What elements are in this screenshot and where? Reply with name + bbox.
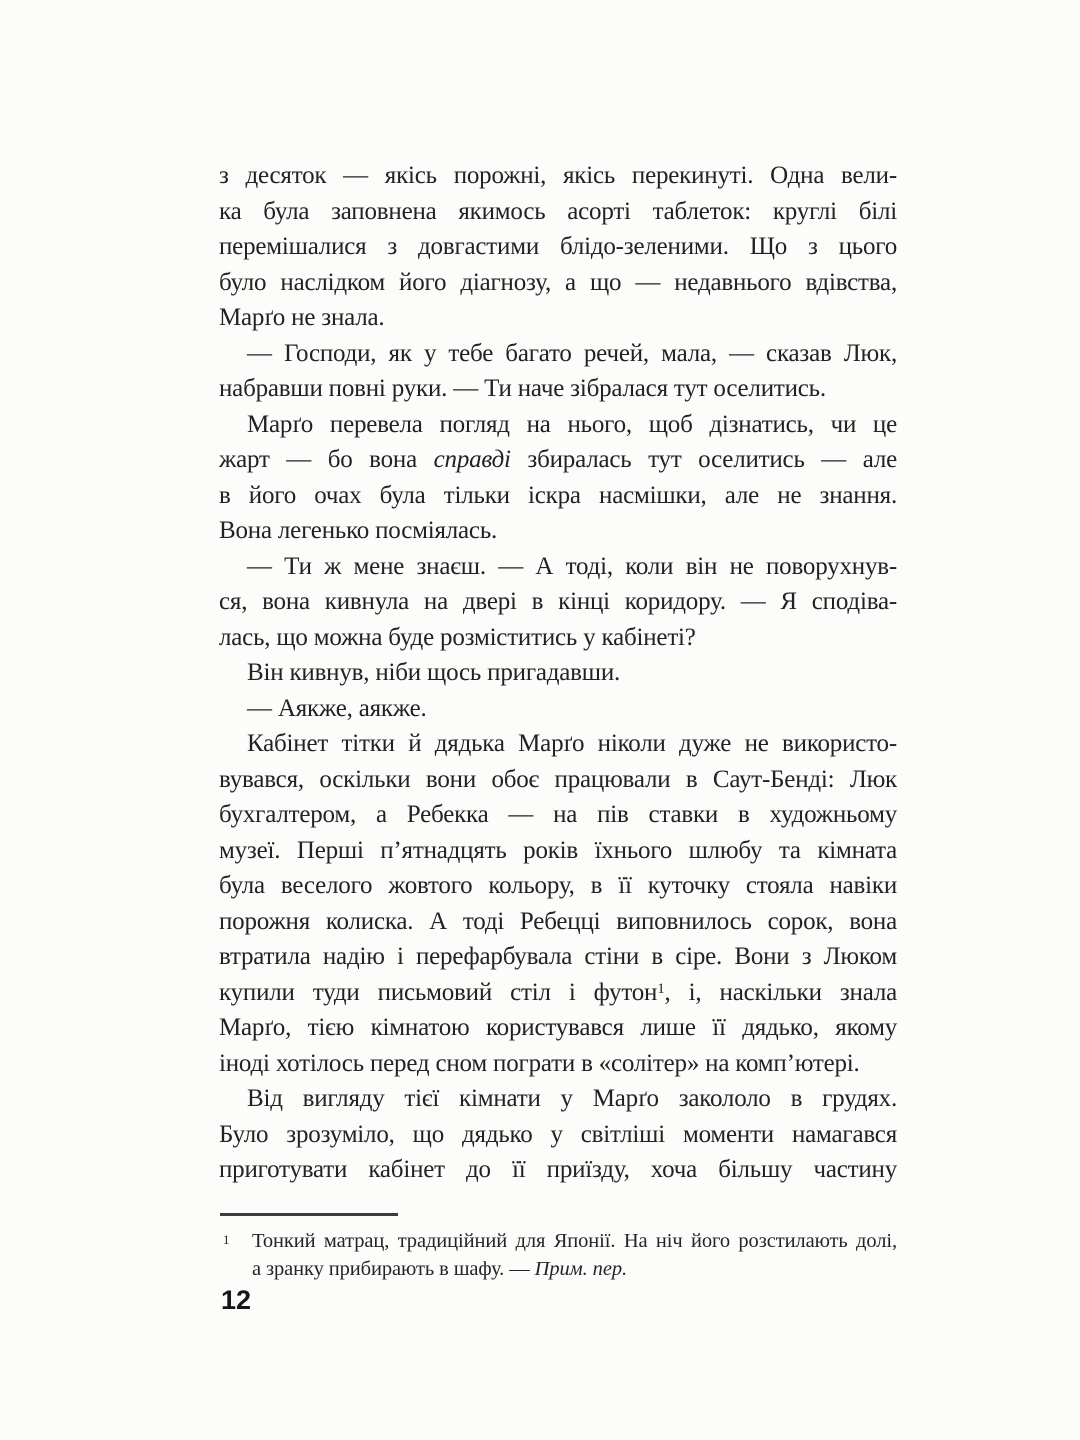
paragraph <box>219 158 897 336</box>
text-line: лась, що можна буде розміститись у кабінеті? <box>219 623 696 651</box>
footnote <box>219 1213 897 1283</box>
text-line: іноді хотілось перед сном пограти в «солітер» на комп’ютері. <box>219 1049 860 1077</box>
paragraph <box>219 691 897 727</box>
text-line: ся, вона кивнула на двері в кінці коридору. — Я сподіва- <box>219 588 897 615</box>
text-line: Від вигляду тієї кімнати у Марґо закололо в грудях. <box>247 1085 897 1112</box>
text-line: втратила надію і перефарбувала стіни в сіре. Вони з Люком <box>219 943 897 970</box>
text-line: бухгалтером, а Ребекка — на пів ставки в художньому <box>219 801 897 828</box>
paragraph <box>219 407 897 549</box>
text-line: була веселого жовтого кольору, в її куточку стояла навіки <box>219 872 897 899</box>
paragraph <box>219 549 897 656</box>
text-line: Марґо, тією кімнатою користувався лише її дядько, якому <box>219 1014 897 1041</box>
footnote-text <box>219 1227 897 1283</box>
footnote-line: а зранку прибирають в шафу. — Прим. пер. <box>252 1258 628 1280</box>
text-line: — Ти ж мене знаєш. — А тоді, коли він не поворухнув- <box>247 552 897 580</box>
text-line: Він кивнув, ніби щось пригадавши. <box>247 659 621 686</box>
text-line: Кабінет тітки й дядька Марґо ніколи дуже не використо- <box>247 730 897 757</box>
text-line: — Аякже, аякже. <box>247 694 427 722</box>
text-line: купили туди письмовий стіл і футон$^1$, і, наскільки знала <box>219 978 898 1006</box>
body-text <box>219 158 897 1188</box>
text-line: Було зрозуміло, що дядько у світліші моменти намагався <box>219 1120 897 1148</box>
text-line: з десяток — якісь порожні, якісь перекинуті. Одна вели- <box>219 162 897 189</box>
text-line: жарт — бо вона справді збиралась тут оселитись — але <box>219 446 897 473</box>
paragraph <box>219 1081 897 1188</box>
text-line: музеї. Перші п’ятнадцять років їхнього шлюбу та кімната <box>219 836 897 864</box>
text-line: — Господи, як у тебе багато речей, мала, — сказав Люк, <box>247 339 897 367</box>
footnote-marker: 1 <box>223 1232 230 1247</box>
text-line: ка була заповнена якимось асорті таблеток: круглі білі <box>219 197 897 225</box>
text-line: перемішалися з довгастими блідо-зеленими. Що з цього <box>219 233 897 260</box>
footnote-divider <box>220 1213 398 1216</box>
text-line: Марґо перевела погляд на нього, щоб дізнатись, чи це <box>247 410 897 438</box>
text-line: було наслідком його діагнозу, а що — недавнього вдівства, <box>219 268 897 296</box>
footnote-line: Тонкий матрац, традиційний для Японії. На ніч його розстилають долі, <box>252 1230 897 1252</box>
paragraph <box>219 655 897 691</box>
text-line: приготувати кабінет до її приїзду, хоча більшу частину <box>219 1156 897 1183</box>
text-line: набравши повні руки. — Ти наче зібралася тут оселитись. <box>219 375 826 402</box>
text-line: Марґо не знала. <box>219 304 385 331</box>
text-line: вувався, оскільки вони обоє працювали в Саут-Бенді: Люк <box>219 765 897 793</box>
paragraph <box>219 336 897 407</box>
text-line: порожня колиска. А тоді Ребецці виповнилось сорок, вона <box>219 907 897 935</box>
page-number: 12 <box>221 1285 252 1315</box>
text-line: Вона легенько посміялась. <box>219 517 498 544</box>
paragraph <box>219 726 897 1081</box>
text-line: в його очах була тільки іскра насмішки, але не знання. <box>219 481 897 509</box>
